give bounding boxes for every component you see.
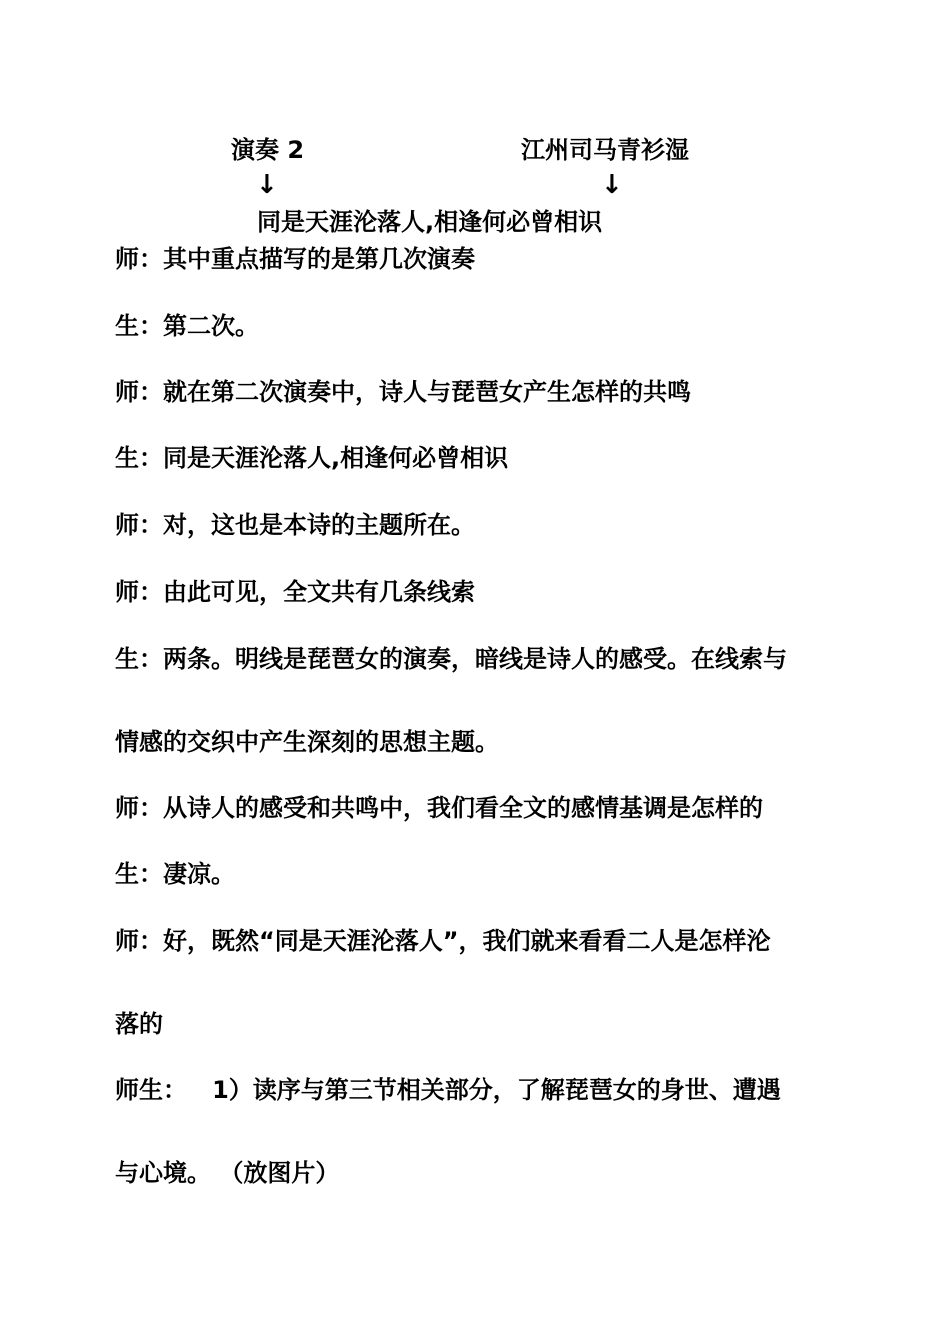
down-arrow-icon: ↓ <box>256 170 278 200</box>
dialogue-line: 师：从诗人的感受和共鸣中，我们看全文的感情基调是怎样的 <box>115 794 763 822</box>
down-arrow-icon: ↓ <box>601 170 623 200</box>
diagram-left-label: 演奏 2 <box>231 136 305 164</box>
dialogue-line: 师：其中重点描写的是第几次演奏 <box>115 245 475 273</box>
dialogue-line: 情感的交织中产生深刻的思想主题。 <box>115 728 499 756</box>
dialogue-line: 师：好，既然“同是天涯沦落人”，我们就来看看二人是怎样沦 <box>115 927 771 955</box>
diagram-right-label: 江州司马青衫湿 <box>521 136 689 164</box>
dialogue-line: 生：凄凉。 <box>115 860 235 888</box>
dialogue-line: 生：第二次。 <box>115 312 259 340</box>
dialogue-line: 生：两条。明线是琵琶女的演奏，暗线是诗人的感受。在线索与 <box>115 645 787 673</box>
dialogue-line: 生：同是天涯沦落人,相逢何必曾相识 <box>115 444 509 472</box>
diagram-bottom-label: 同是天涯沦落人,相逢何必曾相识 <box>257 208 603 236</box>
dialogue-line: 与心境。 （放图片） <box>115 1159 340 1187</box>
dialogue-line: 落的 <box>115 1010 163 1038</box>
dialogue-line: 师：就在第二次演奏中，诗人与琵琶女产生怎样的共鸣 <box>115 378 691 406</box>
dialogue-line: 师：对，这也是本诗的主题所在。 <box>115 511 475 539</box>
dialogue-line: 师：由此可见，全文共有几条线索 <box>115 578 475 606</box>
dialogue-line: 师生： 1）读序与第三节相关部分，了解琵琶女的身世、遭遇 <box>115 1076 781 1104</box>
